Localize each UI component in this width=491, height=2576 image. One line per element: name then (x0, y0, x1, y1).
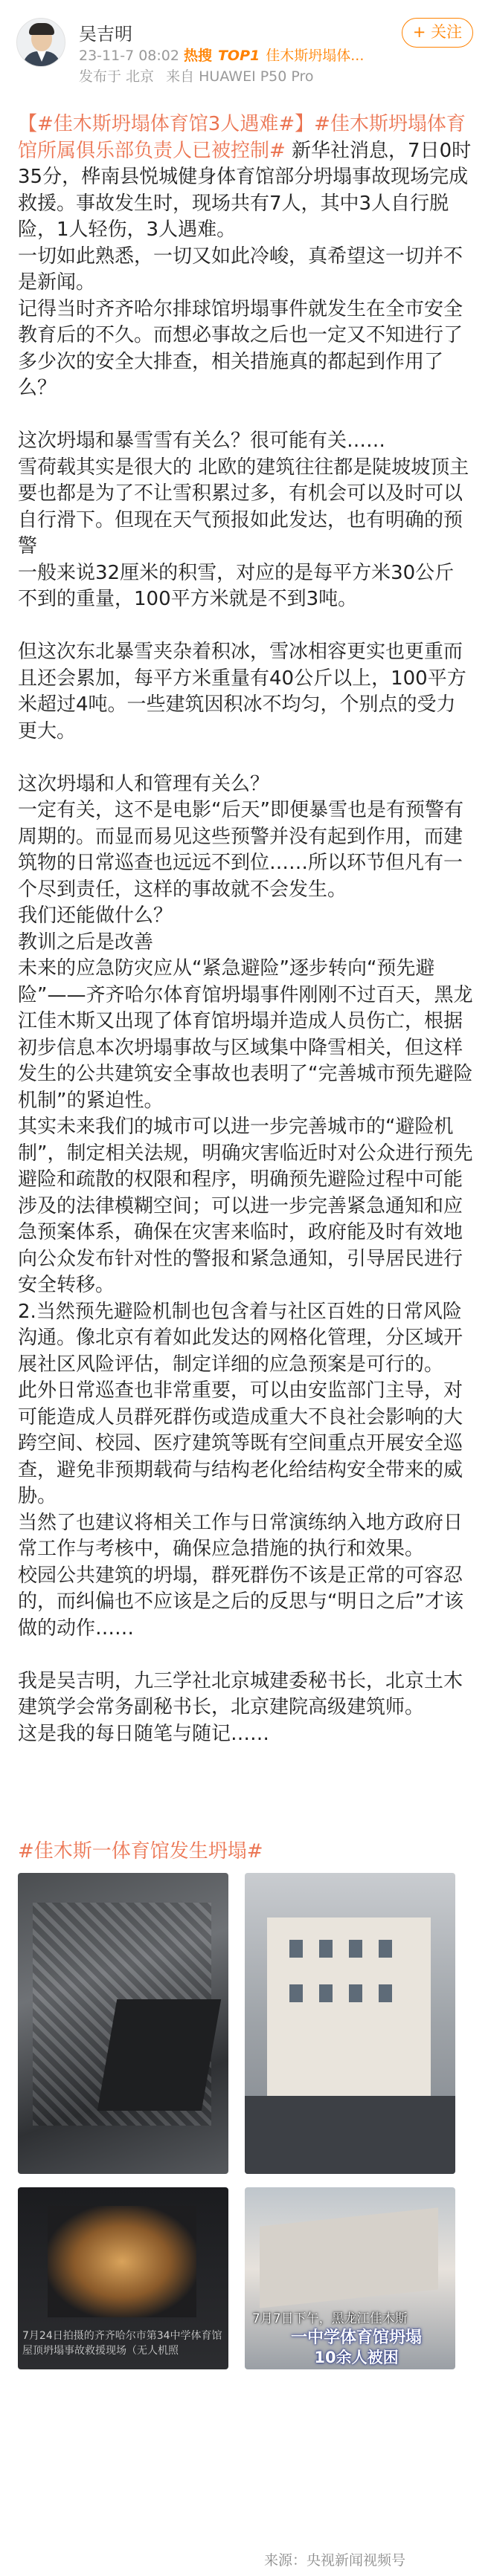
paragraph-text: 其实未来我们的城市可以进一步完善城市的“避险机制”，制定相关法规，明确灾害临近时对公众进行预先避险和疏散的权限和程序，明确预先避险过程中可能涉及的法律模糊空间；可以进一步完善紧急通知和应急预案体系，确保在灾害来临时，政府能及时有效地向公众发布针对性的警报和紧急通知，引导居民进行安全转移。 (18, 1116, 473, 1296)
post-paragraph (18, 930, 473, 957)
collapse-photo-2[interactable] (245, 1873, 455, 2174)
photo-caption-sub: 10余人被困 (314, 2349, 399, 2366)
paragraph-text: 雪荷载其实是很大的 北欧的建筑往往都是陡坡坡顶主要也都是为了不让雪积累过多，有机会可以及时可以自行滑下。但现在天气预报如此发达，也有明确的预警 (18, 456, 469, 557)
window (319, 1984, 333, 2002)
paragraph-text: 一般来说32厘米的积雪，对应的是每平方米30公斤不到的重量，100平方米就是不到3吨。 (18, 561, 455, 610)
paragraph-text: 这次坍塌和人和管理有关么？ (18, 772, 270, 795)
blank-line (18, 745, 473, 771)
hot-topic-link[interactable]: 佳木斯坍塌体... (266, 48, 365, 64)
post-paragraph (18, 1669, 473, 1721)
post-device: 来自 HUAWEI P50 Pro (166, 68, 314, 85)
collapse-photo-3[interactable] (18, 2187, 228, 2369)
avatar[interactable] (16, 18, 65, 67)
window (349, 1984, 362, 2002)
paragraph-text: 这次坍塌和暴雪雪有关么？很可能有关…… (18, 430, 386, 452)
post-paragraph (18, 639, 473, 745)
post-paragraph (18, 797, 473, 903)
post-paragraph (18, 1721, 473, 1748)
post-paragraph (18, 455, 473, 560)
paragraph-text: 此外日常巡查也非常重要，可以由安监部门主导，对可能造成人员群死群伤或造成重大不良社会影响的大跨空间、校园、医疗建筑等既有空间重点开展安全巡查，避免非预期载荷与结构老化给结构安全带来的威胁。 (18, 1379, 463, 1507)
post-paragraph (18, 903, 473, 930)
post-body (18, 111, 473, 1747)
hashtag-link[interactable]: 【#佳木斯坍塌体育馆3人遇难#】#佳木斯坍塌体育馆所属俱乐部负责人已被控制# (18, 113, 466, 162)
topic-link[interactable]: #佳木斯一体育馆发生坍塌# (18, 1840, 263, 1863)
blank-line (18, 402, 473, 429)
post-paragraph (18, 956, 473, 1114)
photo-caption: 7月24日拍摄的齐齐哈尔市第34中学体育馆屋顶坍塌事故救援现场（无人机照 (22, 2330, 222, 2357)
paragraph-text: 校园公共建筑的坍塌，群死群伤不该是正常的可容忍的，而纠偏也不应该是之后的反思与“明日之后”才该做的动作…… (18, 1564, 463, 1640)
blank-line (18, 613, 473, 640)
collapse-photo-4[interactable] (245, 2187, 455, 2369)
window (289, 1940, 303, 1958)
post-paragraph (18, 244, 473, 297)
window (349, 1940, 362, 1958)
post-header (0, 0, 491, 85)
post-paragraph (18, 111, 473, 244)
collapse-photo-1[interactable] (18, 1873, 228, 2174)
hot-search-label[interactable]: 热搜 (183, 48, 212, 64)
post-paragraph (18, 1563, 473, 1643)
paragraph-text: 这是我的每日随笔与随记…… (18, 1722, 270, 1745)
paragraph-text: 新华社消息，7日0时35分，桦南县悦城健身体育馆部分坍塌事故现场完成救援。事故发生时，现场共有7人，其中3人自行脱险，1人轻伤，3人遇难。 (18, 139, 472, 241)
author-name[interactable]: 吴吉明 (79, 24, 132, 45)
post-paragraph (18, 1299, 473, 1379)
post-paragraph (18, 1114, 473, 1299)
follow-button[interactable]: + 关注 (402, 18, 473, 48)
paragraph-text: 我是吴吉明，九三学社北京城建委秘书长，北京土木建筑学会常务副秘书长，北京建院高级建筑师。 (18, 1669, 463, 1718)
paragraph-text: 2.当然预先避险机制也包含着与社区百姓的日常风险沟通。像北京有着如此发达的网格化管理，分区域开展社区风险评估，制定详细的应急预案是可行的。 (18, 1300, 463, 1376)
blank-line (18, 1642, 473, 1669)
photo-caption-top: 7月7日下午，黑龙江佳木斯 (252, 2311, 408, 2326)
avatar-hair (29, 23, 54, 35)
post-paragraph (18, 297, 473, 402)
paragraph-text: 一定有关，这不是电影“后天”即便暴雪也是有预警有周期的。而显而易见这些预警并没有起到作用，而建筑物的日常巡查也远远不到位……所以环节但凡有一个尽到责任，这样的事故就不会发生。 (18, 799, 463, 901)
post-paragraph (18, 771, 473, 798)
post-location: 发布于 北京 (79, 68, 155, 85)
post-meta-line (79, 45, 364, 65)
paragraph-text: 记得当时齐齐哈尔排球馆坍塌事件就发生在全市安全教育后的不久。而想必事故之后也一定又不知进行了多少次的安全大排查，相关措施真的都起到作用了么？ (18, 297, 463, 399)
window (319, 1940, 333, 1958)
post-time: 23-11-7 08:02 (79, 48, 179, 64)
post-paragraph (18, 1378, 473, 1510)
rescue-scene (48, 2206, 196, 2317)
source-note: 来源：央视新闻视频号 (264, 2552, 406, 2569)
ground (245, 2096, 455, 2174)
paragraph-text: 当然了也建议将相关工作与日常演练纳入地方政府日常工作与考核中，确保应急措施的执行和效果。 (18, 1511, 463, 1560)
post-source-line (79, 65, 321, 85)
collapsed-roof (260, 2207, 438, 2308)
paragraph-text: 教训之后是改善 (18, 931, 154, 954)
photo-caption-main: 一中学体育馆坍塌 (290, 2329, 422, 2347)
top1-badge: TOP1 (217, 48, 260, 64)
paragraph-text: 未来的应急防灾应从“紧急避险”逐步转向“预先避险”——齐齐哈尔体育馆坍塌事件刚刚不过百天，黑龙江佳木斯又出现了体育馆坍塌并造成人员伤亡，根据初步信息本次坍塌事故与区域集中降雪相关，但这样发生的公共建筑安全事故也表明了“完善城市预先避险机制”的紧迫性。 (18, 957, 473, 1112)
window (379, 1984, 392, 2002)
paragraph-text: 我们还能做什么？ (18, 904, 173, 927)
post-paragraph (18, 1510, 473, 1563)
post-paragraph (18, 560, 473, 613)
paragraph-text: 一切如此熟悉，一切又如此冷峻，真希望这一切并不是新闻。 (18, 245, 463, 294)
post-paragraph (18, 428, 473, 455)
window (289, 1984, 303, 2002)
paragraph-text: 但这次东北暴雪夹杂着积冰，雪冰相容更实也更重而且还会累加，每平方米重量有40公斤以上，100平方米超过4吨。一些建筑因积冰不均匀，个别点的受力更大。 (18, 641, 466, 742)
window (379, 1940, 392, 1958)
collapse-hole (97, 1999, 221, 2111)
